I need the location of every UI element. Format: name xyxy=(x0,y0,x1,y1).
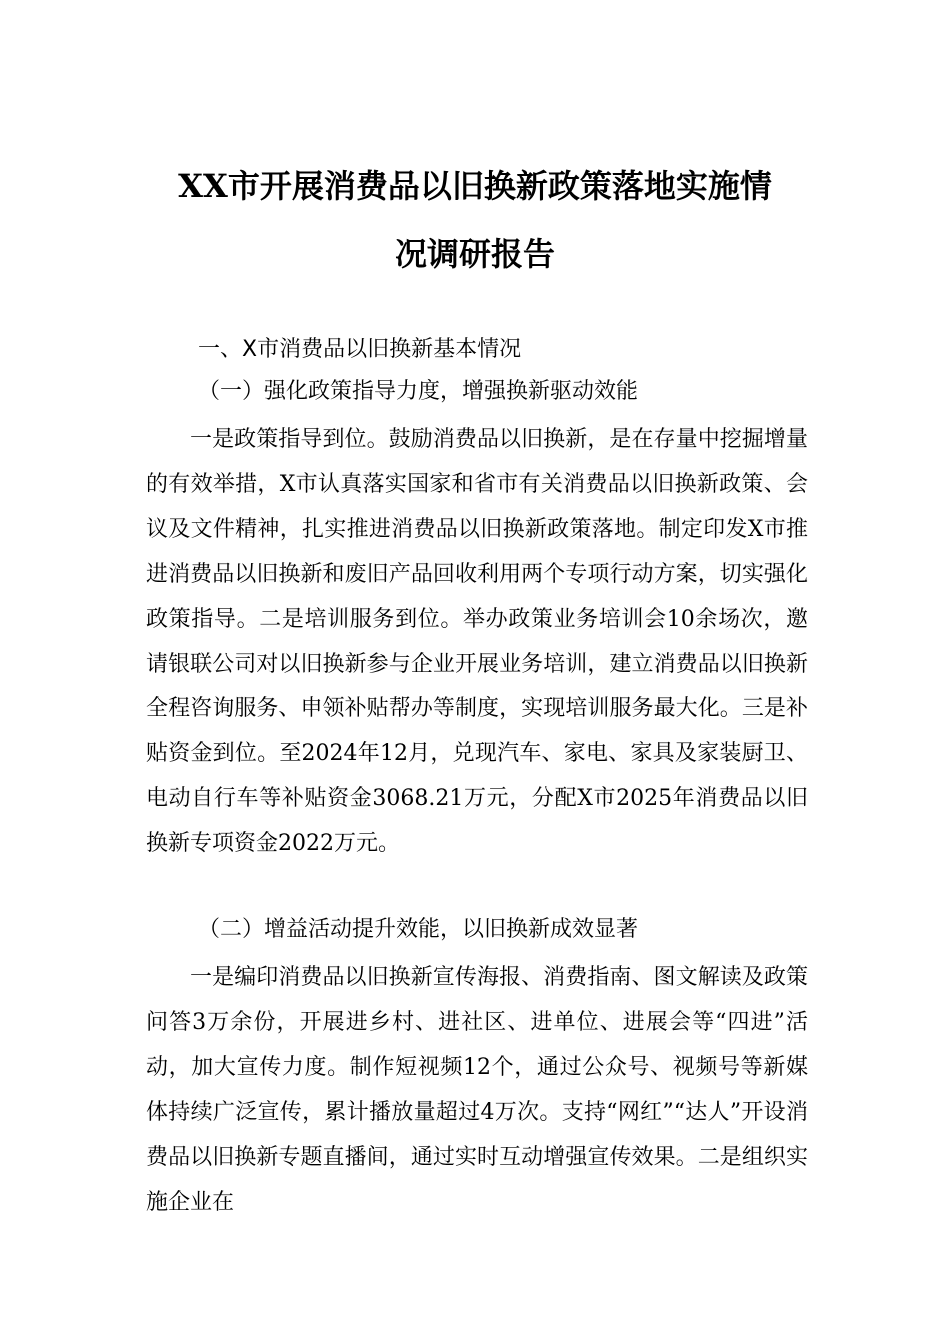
document-title-line-1: XX市开展消费品以旧换新政策落地实施情 xyxy=(178,167,772,205)
section-heading-1: 一、X市消费品以旧换新基本情况 xyxy=(198,337,522,362)
body-paragraph-2: 一是编印消费品以旧换新宣传海报、消费指南、图文解读及政策问答3万余份，开展进乡村、进社区、进单位、进展会等“四进”活动，加大宣传力度。制作短视频12个，通过公众号、视频号等新媒体持续广泛宣传，累计播放量超过4万次。支持“网红”“达人”开设消费品以旧换新专题直播间，通过实时互动增强宣传效果。二是组织实施企业在 xyxy=(146,965,808,1215)
subsection-heading-2: （二）增益活动提升效能，以旧换新成效显著 xyxy=(198,917,639,942)
body-paragraph-1: 一是政策指导到位。鼓励消费品以旧换新，是在存量中挖掘增量的有效举措，X市认真落实国家和省市有关消费品以旧换新政策、会议及文件精神，扎实推进消费品以旧换新政策落地。制定印发X市推进消费品以旧换新和废旧产品回收利用两个专项行动方案，切实强化政策指导。二是培训服务到位。举办政策业务培训会10余场次，邀请银联公司对以旧换新参与企业开展业务培训，建立消费品以旧换新全程咨询服务、申领补贴帮办等制度，实现培训服务最大化。三是补贴资金到位。至2024年12月，兑现汽车、家电、家具及家装厨卫、电动自行车等补贴资金3068.21万元，分配X市2025年消费品以旧换新专项资金2022万元。 xyxy=(146,427,808,857)
subsection-heading-1: （一）强化政策指导力度，增强换新驱动效能 xyxy=(198,379,639,404)
document-title-line-2: 况调研报告 xyxy=(394,235,555,273)
